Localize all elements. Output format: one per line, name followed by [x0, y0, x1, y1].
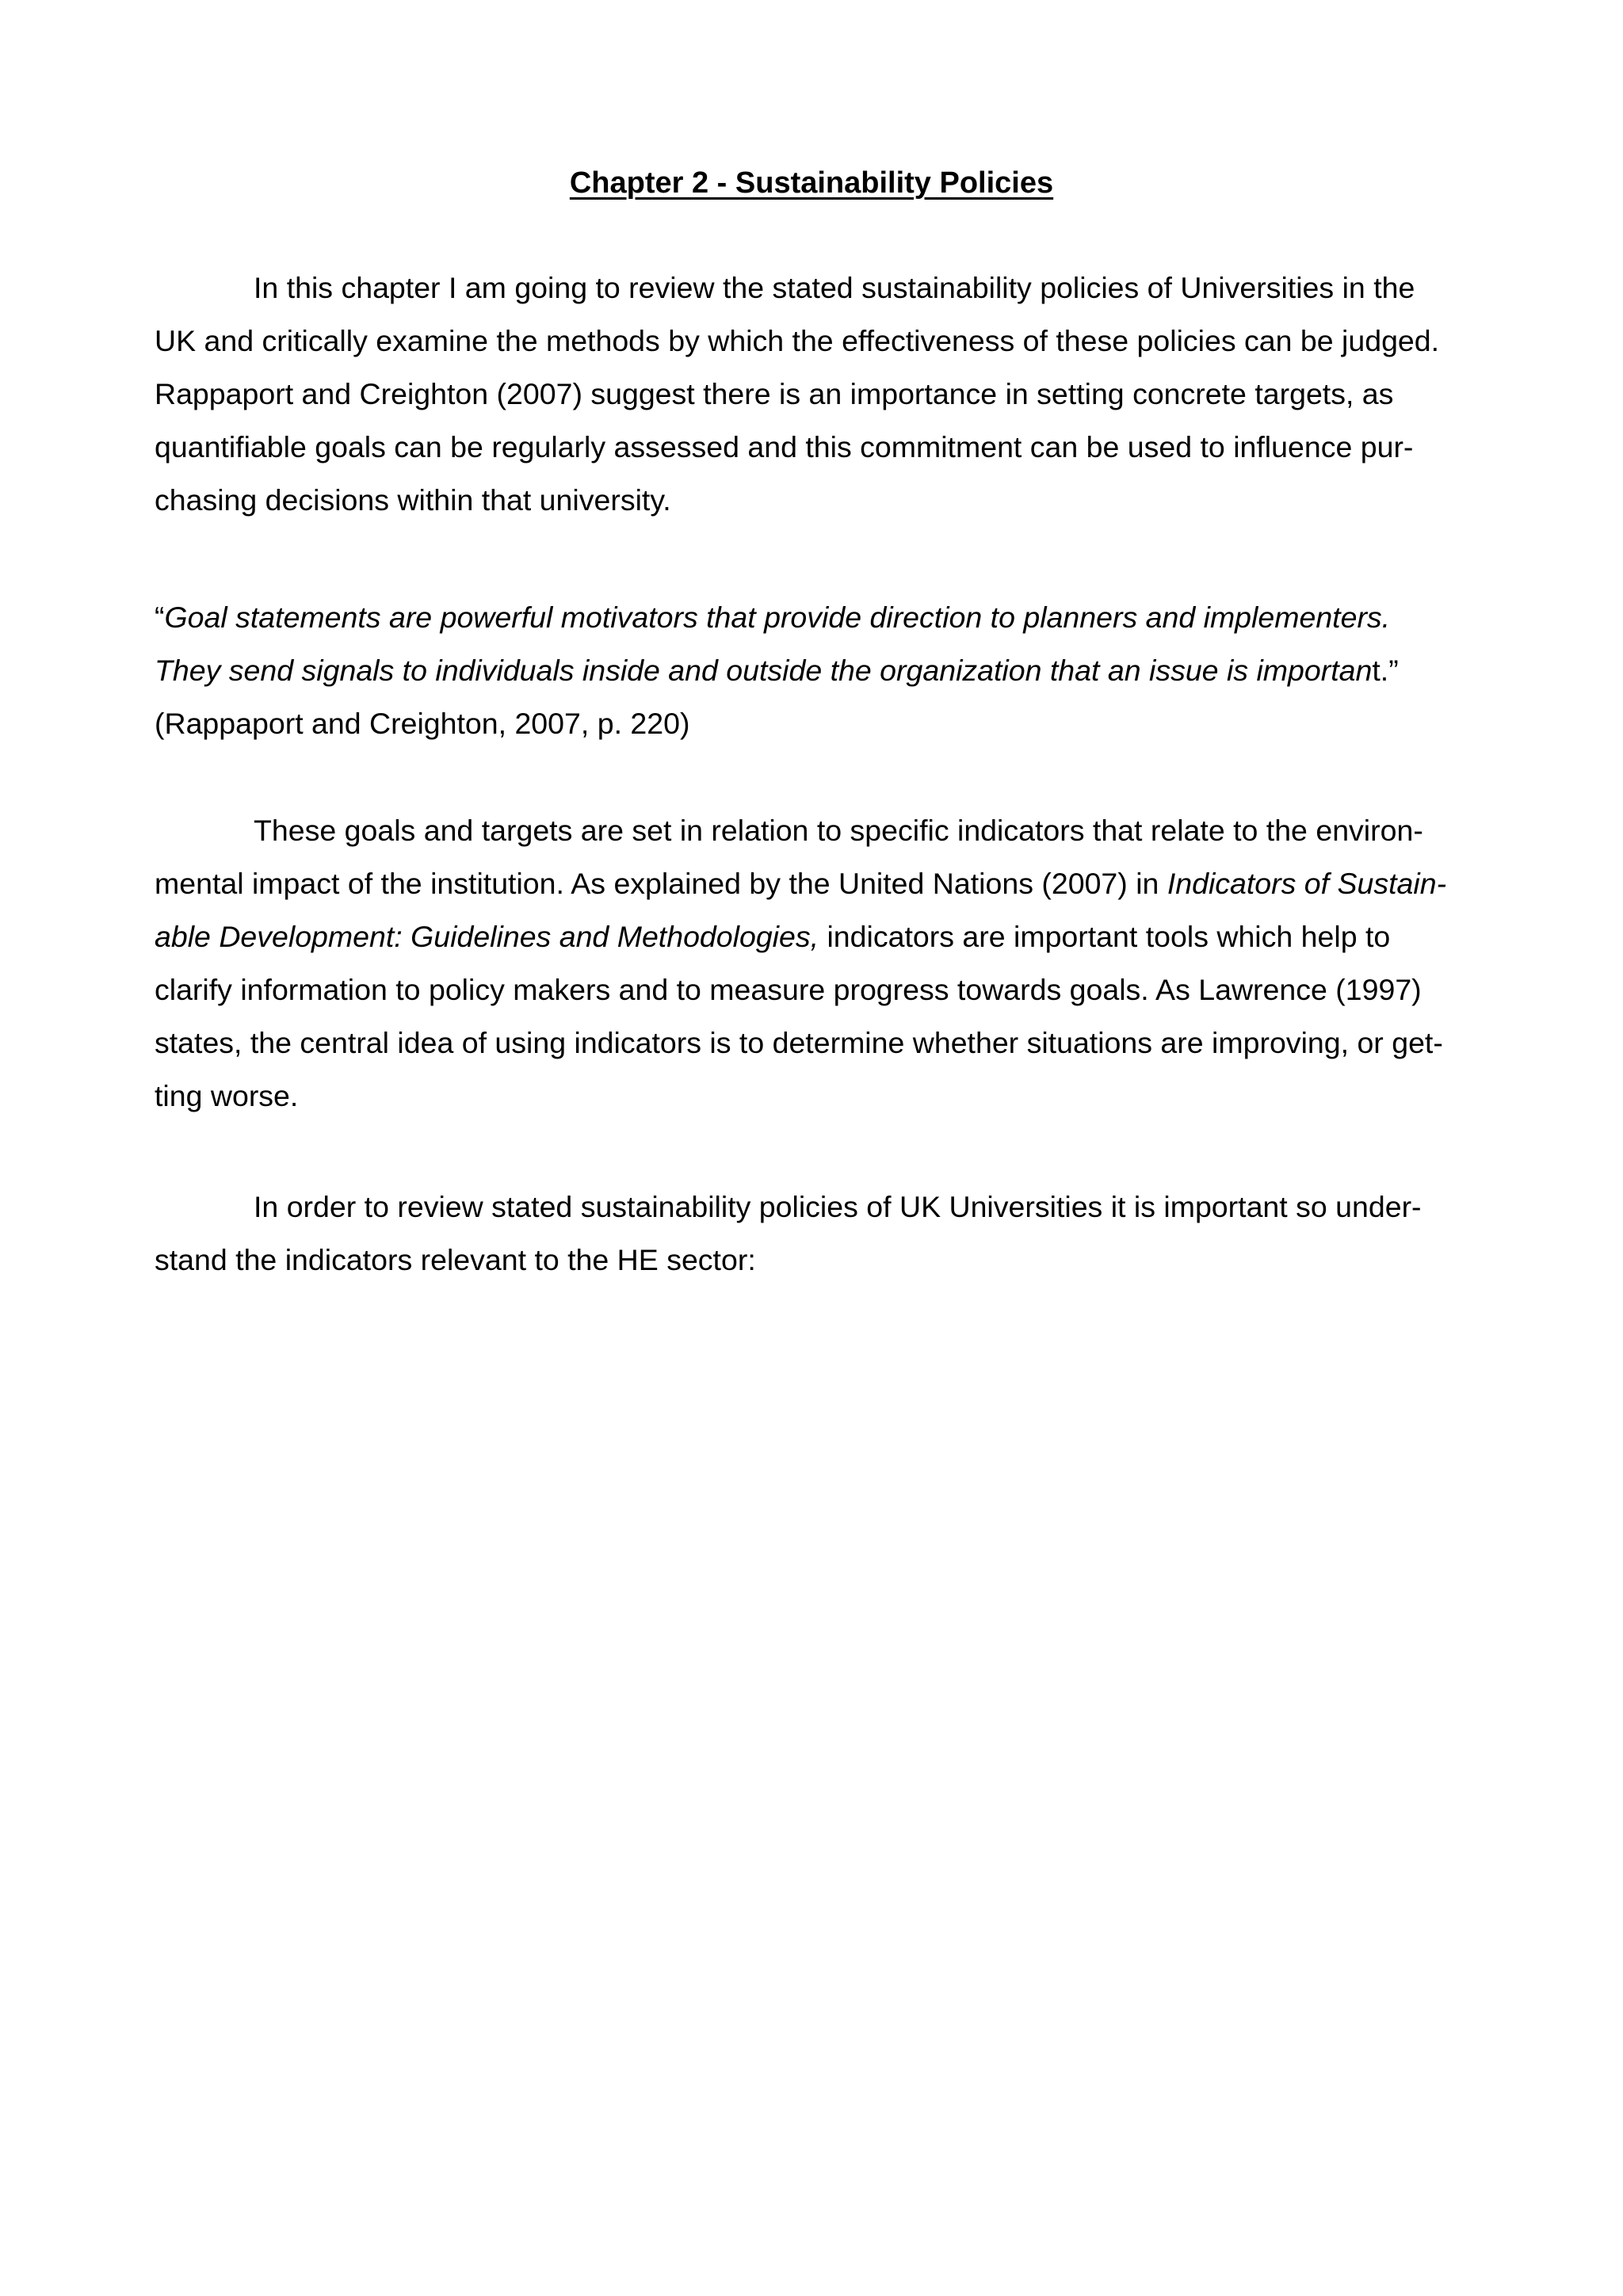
text-line: UK and critically examine the methods by which the effectiveness of these policies can be judged. — [155, 324, 1440, 357]
text-line: These goals and targets are set in relation to specific indicators that relate to the environ- — [254, 814, 1423, 847]
text-line: mental impact of the institution. As explained by the United Nations (2007) in — [155, 867, 1167, 900]
text-line: clarify information to policy makers and to measure progress towards goals. As Lawrence (1997) — [155, 973, 1422, 1006]
text-line: quantifiable goals can be regularly assessed and this commitment can be used to influence pur- — [155, 430, 1414, 463]
text-line: stand the indicators relevant to the HE sector: — [155, 1243, 756, 1276]
block-quote — [155, 591, 1470, 750]
text-line: In this chapter I am going to review the stated sustainability policies of Universities in the — [254, 271, 1415, 304]
paragraph-intro — [155, 261, 1470, 527]
quote-text-line: They send signals to individuals inside and outside the organization that an issue is importan — [155, 654, 1373, 687]
quote-citation: (Rappaport and Creighton, 2007, p. 220) — [155, 707, 690, 740]
text-line: indicators are important tools which help to — [819, 920, 1391, 953]
quote-open-mark: “ — [155, 601, 165, 634]
book-title: Indicators of Sustain- — [1167, 867, 1447, 900]
text-line: In order to review stated sustainability policies of UK Universities it is important so under- — [254, 1190, 1422, 1223]
paragraph-indicators — [155, 804, 1470, 1123]
text-line: states, the central idea of using indicators is to determine whether situations are improving, or get- — [155, 1026, 1443, 1059]
text-line: Rappaport and Creighton (2007) suggest there is an importance in setting concrete targets, as — [155, 377, 1394, 410]
paragraph-review — [155, 1180, 1470, 1287]
text-line: ting worse. — [155, 1079, 299, 1112]
quote-end: t.” — [1372, 654, 1399, 687]
text-line: chasing decisions within that university. — [155, 483, 671, 517]
chapter-title: Chapter 2 - Sustainability Policies — [569, 166, 1054, 200]
quote-text-line: Goal statements are powerful motivators that provide direction to planners and implementers. — [164, 601, 1391, 634]
book-title: able Development: Guidelines and Methodologies, — [155, 920, 819, 953]
